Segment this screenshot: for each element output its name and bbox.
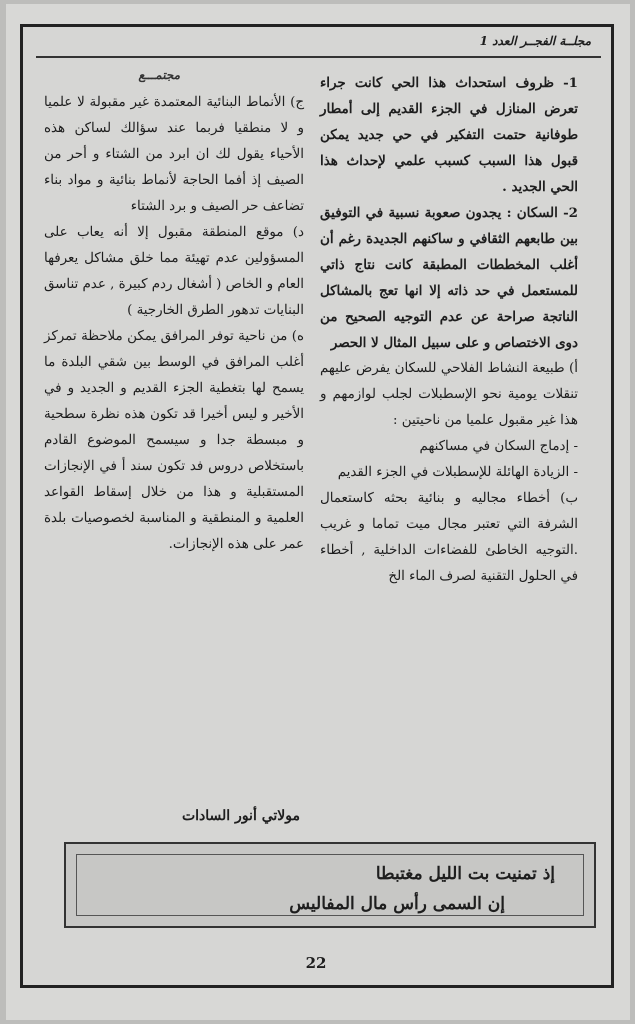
paragraph-3: أ) طبيعة النشاط الفلاحي للسكان يفرض عليهم تنقلات يومية نحو الإسطبلات لجلب لوازمهم و هذا غير مقبول علميا من ناحيتين :	[320, 361, 578, 428]
page-number: 22	[305, 954, 327, 972]
paragraph-9: ه) من ناحية توفر المرافق يمكن ملاحظة تمركز أغلب المرافق في الوسط بين شقي البلدة ما يسمح لها بتغطية الجزء القديم و الجديد و في الأخير و ليس أخيرا قد تكون هذه نظرة سطحية و مبسطة جدا و سيسمح الموضوع القادم باستخلاص دروس فد تكون سند أ في الإنجازات المستقبلية و هذا من خلال إسقاط القواعد العلمية و المنطقية و المناسبة لخصوصيات بلدة عمر على هذه الإنجازات.	[44, 329, 304, 552]
paragraph-8: د) موقع المنطقة مقبول إلا أنه يعاب على المسؤولين عدم تهيئة مما خلق مشاكل يعرفها العام و الخاص ( أشغال ردم كبيرة , عدم تناسق البنايات تدهور الطرق الخارجية )	[44, 225, 304, 318]
paragraph-2: 2- السكان : يجدون صعوبة نسبية في التوفيق بين طابعهم الثقافي و ساكنهم الجديدة رغم أن أغلب المخططات المطبقة كانت نتاج ذاتي للمستعمل في حد ذاته إلا انها تعج بالمشاكل الناتجة صراحة عن عدم التوجيه الصحيح من دوى الاختصاص و على سبيل المثال لا الحصر	[320, 205, 578, 351]
quote-line-1: إذ تمنيت بت الليل مغتبطا	[375, 864, 555, 884]
paragraph-5: - الزيادة الهائلة للإسطبلات في الجزء القديم	[337, 465, 578, 480]
magazine-header	[36, 30, 601, 58]
header-title: مجلــة الفجــر العدد 1	[479, 34, 591, 48]
article-left-column	[44, 90, 304, 558]
article-right-column	[320, 70, 578, 590]
paragraph-4: - إدماج السكان في مساكنهم	[419, 439, 578, 454]
author-name: مولاتي أنور السادات	[181, 808, 300, 824]
section-tag: مجتمـــع	[138, 68, 180, 82]
quote-frame	[76, 854, 584, 916]
paragraph-7: ج) الأنماط البنائية المعتمدة غير مقبولة لا علميا و لا منطقيا فربما عند سؤالك لساكن هذه الأحياء يقول لك ان ابرد من الشتاء و أحر من الصيف إذ أفما الحاجة لأنماط بنائية و مواد بناء تضاعف حر الصيف و برد الشتاء	[44, 95, 304, 214]
quote-line-2: إن السمى رأس مال المفاليس	[289, 894, 505, 914]
paragraph-6: ب) أخطاء مجاليه و بنائية بحثه كاستعمال الشرفة التي تعتبر مجال ميت تماما و غريب .التوجيه الخاطئ للفضاءات الداخلية , أخطاء في الحلول التقنية لصرف الماء الخ	[320, 491, 578, 584]
quote-box	[64, 842, 596, 928]
paragraph-1: 1- ظروف استحداث هذا الحي كانت جراء تعرض المنازل في الجزء القديم إلى أمطار طوفانية حتمت التفكير في حي جديد يمكن قبول هذا السبب كسبب علمي لإحداث هذا الحي الجديد .	[320, 75, 578, 195]
